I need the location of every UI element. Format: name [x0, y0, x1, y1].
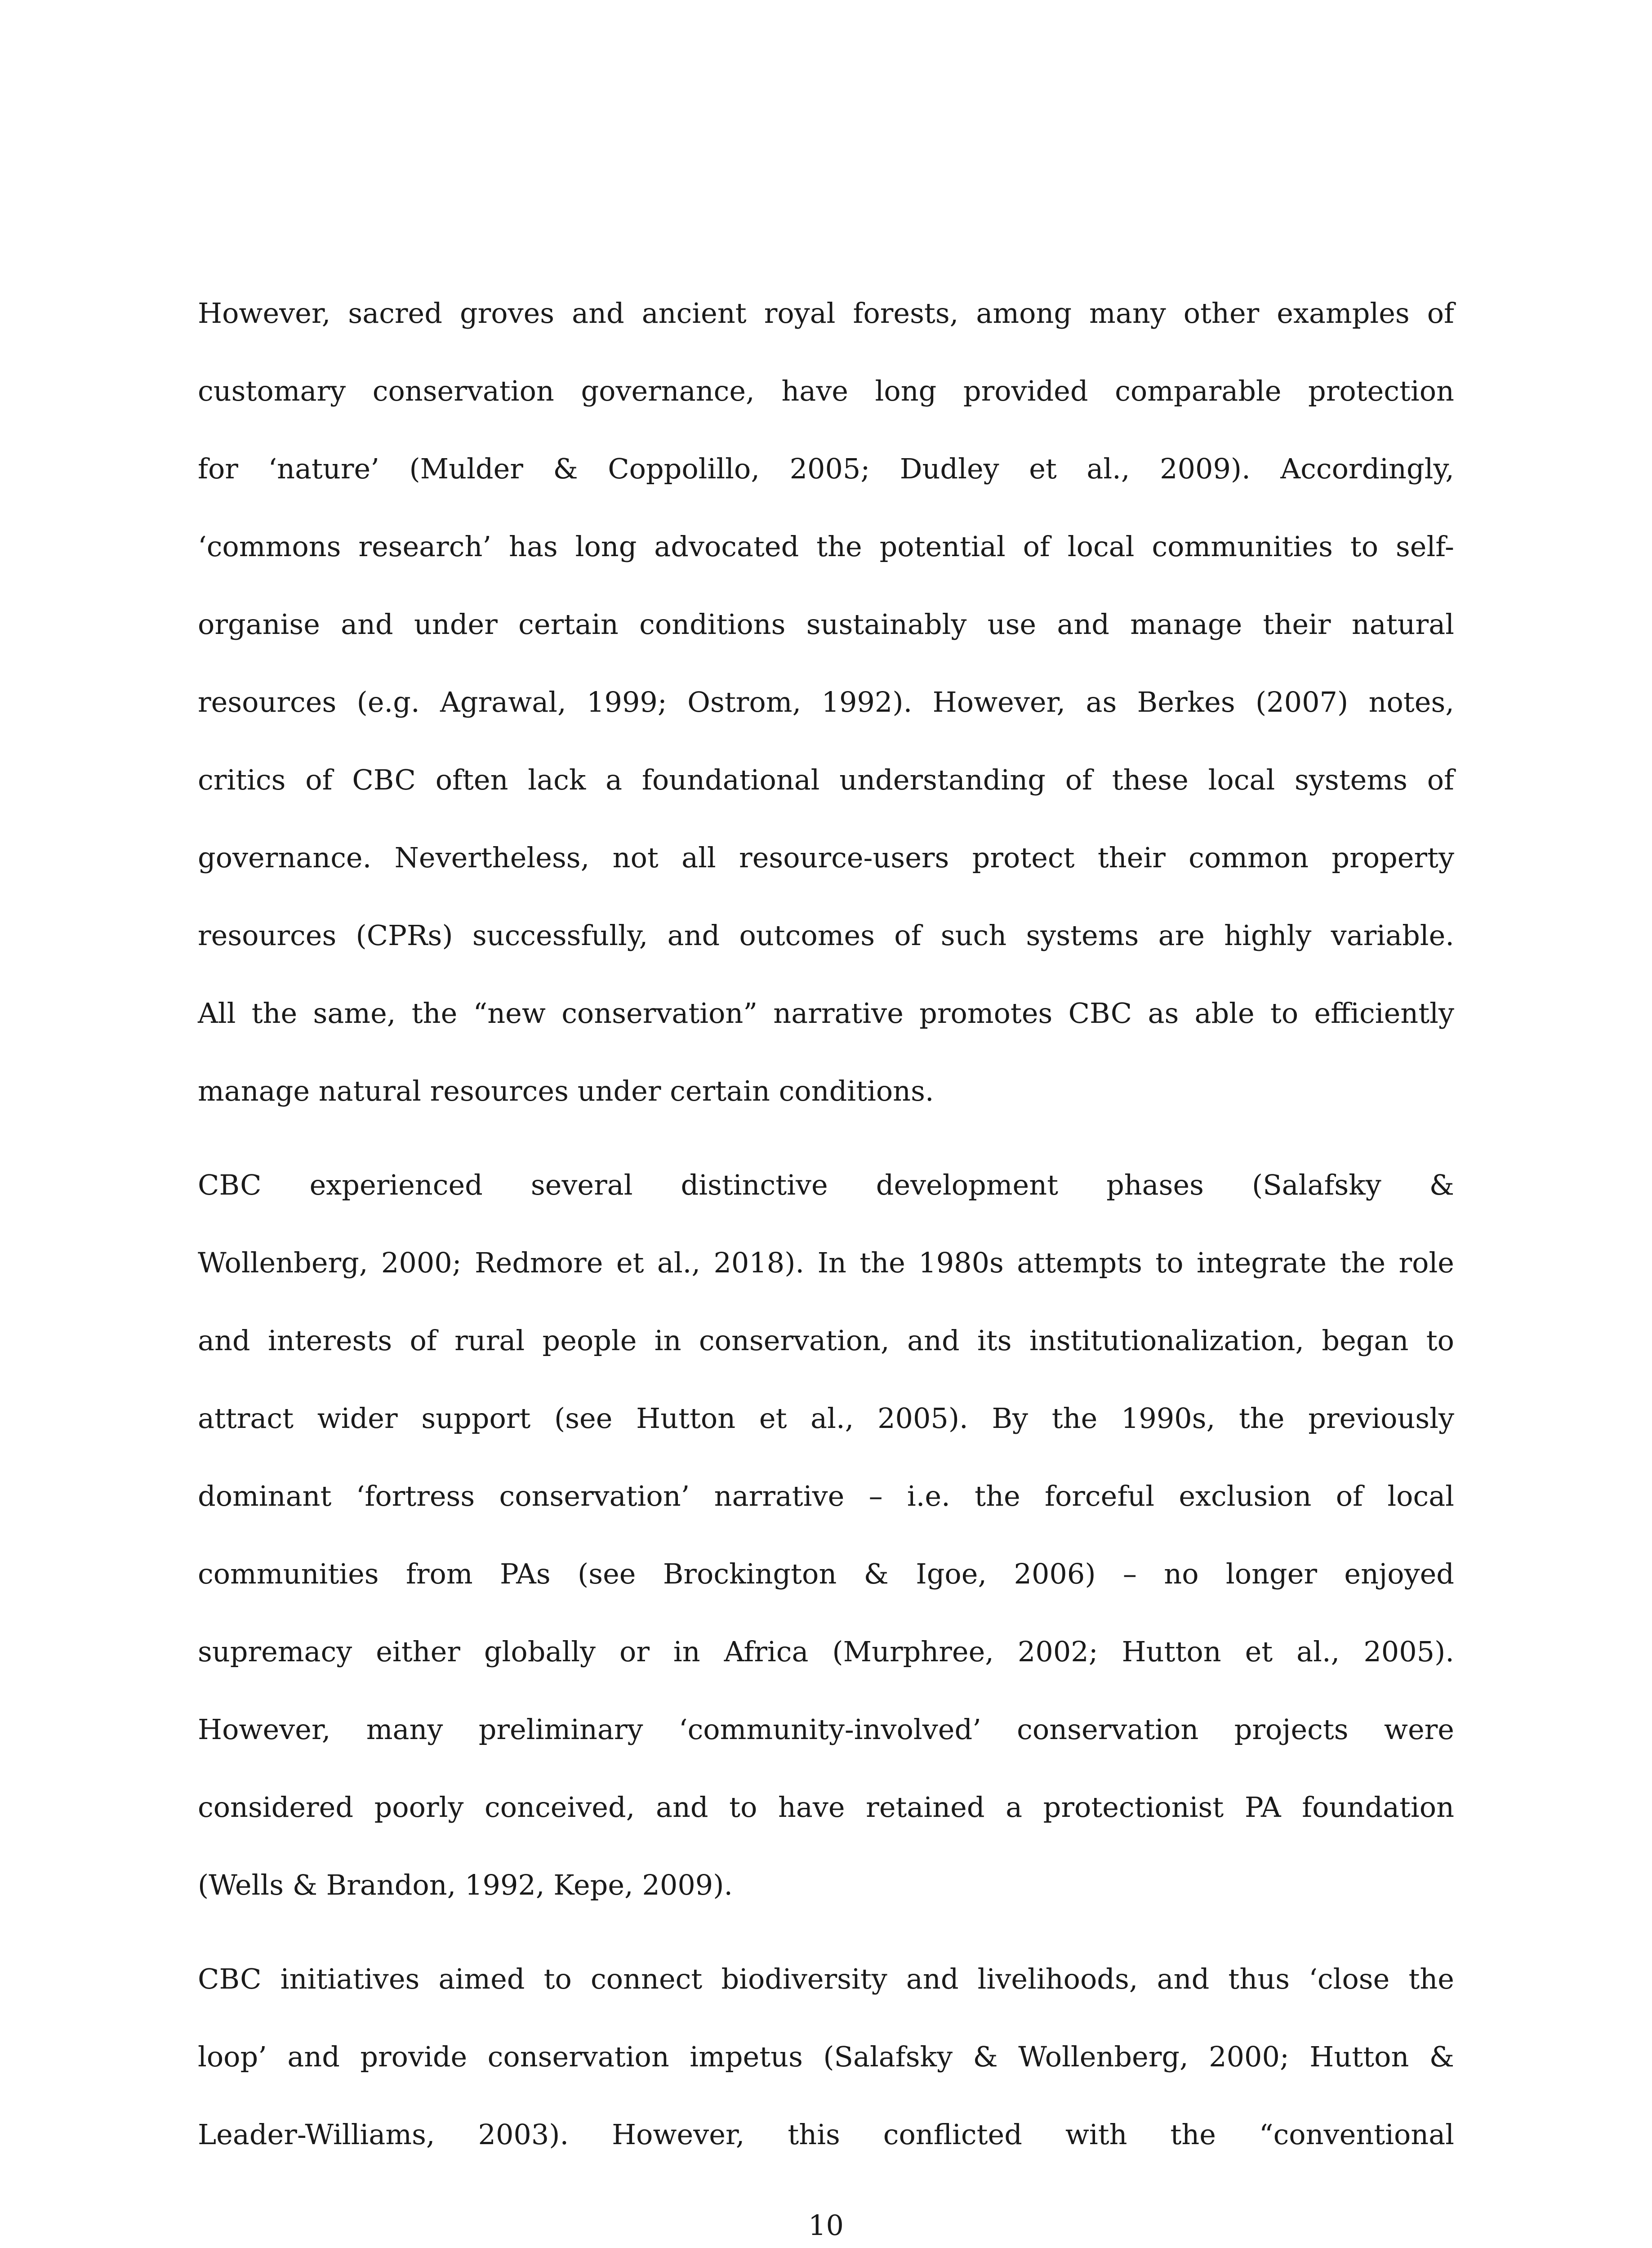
text-line: CBC experienced several distinctive development phases (Salafsky &: [198, 1169, 1454, 1201]
text-line: for ‘nature’ (Mulder & Coppolillo, 2005; Dudley et al., 2009). Accordingly,: [198, 452, 1454, 485]
text-line: ‘commons research’ has long advocated the potential of local communities to self-: [198, 530, 1454, 563]
text-line: customary conservation governance, have long provided comparable protection: [198, 375, 1454, 407]
text-line: CBC initiatives aimed to connect biodiversity and livelihoods, and thus ‘close the: [198, 1963, 1454, 1995]
body-text: [198, 274, 1454, 2173]
text-line: dominant ‘fortress conservation’ narrative – i.e. the forceful exclusion of local: [198, 1480, 1454, 1512]
text-line: Wollenberg, 2000; Redmore et al., 2018). In the 1980s attempts to integrate the role: [198, 1246, 1454, 1279]
text-line: critics of CBC often lack a foundational understanding of these local systems of: [198, 763, 1454, 796]
paragraph-spacer: [198, 1924, 1454, 1940]
text-line: All the same, the “new conservation” narrative promotes CBC as able to efficiently: [198, 997, 1454, 1030]
text-line: and interests of rural people in conservation, and its institutionalization, began to: [198, 1324, 1454, 1357]
text-line: manage natural resources under certain conditions.: [198, 1075, 934, 1107]
text-line: However, sacred groves and ancient royal forests, among many other examples of: [198, 297, 1454, 330]
paragraph-3: [198, 1940, 1454, 2173]
text-line: Leader-Williams, 2003). However, this conflicted with the “conventional: [198, 2118, 1454, 2151]
text-line: resources (e.g. Agrawal, 1999; Ostrom, 1992). However, as Berkes (2007) notes,: [198, 686, 1454, 718]
text-line: considered poorly conceived, and to have retained a protectionist PA foundation: [198, 1791, 1454, 1824]
page-number: 10: [808, 2209, 844, 2242]
text-line: resources (CPRs) successfully, and outcomes of such systems are highly variable.: [198, 919, 1454, 952]
text-line: loop’ and provide conservation impetus (Salafsky & Wollenberg, 2000; Hutton &: [198, 2040, 1454, 2073]
text-line: communities from PAs (see Brockington & Igoe, 2006) – no longer enjoyed: [198, 1557, 1454, 1590]
text-line: governance. Nevertheless, not all resource-users protect their common property: [198, 841, 1454, 874]
paragraph-2: [198, 1146, 1454, 1924]
text-line: attract wider support (see Hutton et al., 2005). By the 1990s, the previously: [198, 1402, 1454, 1435]
paragraph-1: [198, 274, 1454, 1130]
text-line: However, many preliminary ‘community-involved’ conservation projects were: [198, 1713, 1454, 1746]
paragraph-spacer: [198, 1130, 1454, 1146]
text-line: supremacy either globally or in Africa (Murphree, 2002; Hutton et al., 2005).: [198, 1635, 1454, 1668]
text-line: organise and under certain conditions sustainably use and manage their natural: [198, 608, 1454, 641]
text-line: (Wells & Brandon, 1992, Kepe, 2009).: [198, 1869, 733, 1901]
